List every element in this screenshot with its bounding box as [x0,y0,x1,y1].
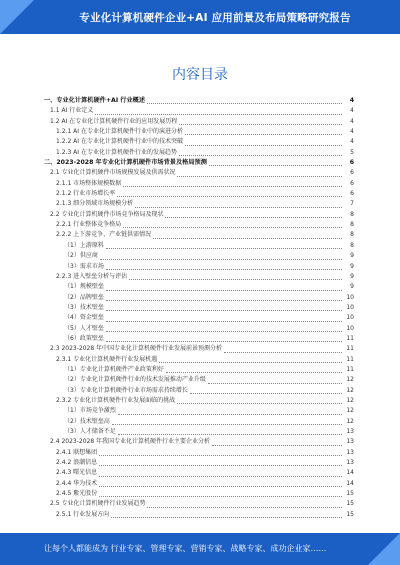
toc-entry-title: 2.1 专业化计算机硬件市场规模发展及供需状况 [50,168,177,178]
toc-leader-dots [129,279,342,280]
toc-entry[interactable] [44,489,354,499]
toc-entry[interactable] [44,468,354,478]
toc-entry-title: 1.2.2 AI 在专业化计算机硬件行业中的技术突破 [56,137,185,147]
toc-entry-title: 2.2 专业化计算机硬件市场竞争格局及现状 [50,210,165,220]
toc-entry[interactable] [44,117,354,127]
toc-leader-dots [123,227,342,228]
toc-entry-page: 7 [342,199,354,209]
toc-entry[interactable] [44,427,354,437]
toc-entry-title: 二、2023-2028 年专业化计算机硬件市场背景及格局预测 [44,158,209,168]
toc-entry-page: 9 [342,262,354,272]
toc-entry-page: 13 [342,458,354,468]
toc-entry[interactable] [44,106,354,116]
footer-corner-accent [368,533,400,565]
toc-entry-title: 一、专业化计算机硬件+AI 行业概述 [44,96,147,106]
toc-entry[interactable] [44,365,354,375]
toc-entry-title: 1.2 AI 在专业化计算机硬件行业的应用发展历程 [50,117,179,127]
toc-entry-title: 2.4.2 浪潮信息 [56,458,99,468]
toc-leader-dots [111,517,342,518]
toc-entry[interactable] [44,272,354,282]
toc-entry-page: 9 [342,251,354,261]
toc-entry-page: 6 [342,168,354,178]
toc-leader-dots [224,352,342,353]
toc-entry[interactable] [44,168,354,178]
toc-entry-title: 2.1.2 行业市场增长率 [56,189,117,199]
toc-entry-title: 2.4.1 联想集团 [56,448,99,458]
toc-leader-dots [106,321,342,322]
toc-leader-dots [100,259,342,260]
toc-entry-page: 14 [342,479,354,489]
toc-entry[interactable] [44,396,354,406]
toc-entry[interactable] [44,230,354,240]
toc-leader-dots [123,186,342,187]
toc-leader-dots [118,414,342,415]
toc-leader-dots [147,507,342,508]
toc-leader-dots [106,269,342,270]
toc-heading: 内容目录 [172,67,228,83]
toc-entry-title: （3）需求市场 [64,262,106,272]
toc-entry-page: 12 [342,417,354,427]
toc-entry-page: 10 [342,324,354,334]
toc-leader-dots [99,486,342,487]
toc-entry-page: 4 [342,127,354,137]
toc-entry-title: （2）技术壁垒高 [64,417,112,427]
toc-entry-title: 2.5 专业化计算机硬件行业发展趋势 [50,499,147,509]
toc-leader-dots [135,207,342,208]
toc-entry-page: 12 [342,386,354,396]
toc-entry-page: 10 [342,303,354,313]
toc-leader-dots [165,217,342,218]
toc-leader-dots [177,176,342,177]
toc-entry-title: 2.4.4 华为技术 [56,479,99,489]
toc-entry-title: 2.1.1 市场整体规模数据 [56,179,123,189]
toc-entry[interactable] [44,355,354,365]
toc-entry-page: 4 [342,117,354,127]
header-corner-accent [0,0,34,34]
toc-entry-title: （3）技术壁垒 [64,303,106,313]
toc-entry-page: 6 [342,179,354,189]
toc-entry-page: 11 [342,365,354,375]
toc-leader-dots [118,434,342,435]
toc-leader-dots [117,196,342,197]
toc-entry[interactable] [44,251,354,261]
toc-leader-dots [190,393,342,394]
toc-entry-page: 13 [342,448,354,458]
toc-entry[interactable] [44,137,354,147]
toc-entry-page: 15 [342,499,354,509]
report-title: 专业化计算机硬件企业+AI 应用前景及布局策略研究报告 [79,12,351,24]
footer-slogan: 让每个人都能成为 行业专家、管理专家、营销专家、战略专家、成功企业家…… [44,544,327,553]
toc-entry-title: 2.4.5 紫光股份 [56,489,99,499]
toc-entry-page: 12 [342,396,354,406]
toc-leader-dots [106,248,342,249]
toc-entry-title: （1）规模壁垒 [64,282,106,292]
toc-leader-dots [185,134,342,135]
toc-entry[interactable] [44,458,354,468]
toc-leader-dots [212,445,342,446]
toc-entry[interactable] [44,127,354,137]
toc-entry[interactable] [44,158,354,168]
toc-entry-title: 2.3.1 专业化计算机硬件行业发展机遇 [56,355,159,365]
toc-entry[interactable] [44,210,354,220]
toc-entry-title: （2）供应商 [64,251,100,261]
toc-entry-page: 15 [342,510,354,520]
toc-entry-page: 11 [342,344,354,354]
toc-entry-title: 2.5.1 行业发展方向 [56,510,111,520]
toc-leader-dots [95,114,342,115]
toc-leader-dots [166,372,342,373]
toc-entry[interactable] [44,293,354,303]
toc-leader-dots [112,424,342,425]
toc-leader-dots [99,476,342,477]
toc-leader-dots [179,124,342,125]
toc-entry[interactable] [44,499,354,509]
toc-entry-title: 2.4.3 曙光信息 [56,468,99,478]
toc-entry[interactable] [44,375,354,385]
toc-entry-page: 10 [342,293,354,303]
toc-entry[interactable] [44,282,354,292]
toc-entry[interactable] [44,303,354,313]
toc-entry[interactable] [44,262,354,272]
toc-leader-dots [106,341,342,342]
toc-entry-title: （5）人才壁垒 [64,324,106,334]
toc-leader-dots [147,103,342,104]
toc-entry-page: 13 [342,427,354,437]
toc-entry[interactable] [44,510,354,520]
toc-entry-title: 1.2.1 AI 在专业化计算机硬件行业中的演进分析 [56,127,185,137]
toc-entry-title: （1）专业化计算机硬件产业政策利好 [64,365,166,375]
toc-entry[interactable] [44,324,354,334]
toc-entry-page: 8 [342,220,354,230]
table-of-contents [44,96,354,520]
toc-entry-page: 4 [342,96,354,106]
toc-entry[interactable] [44,344,354,354]
toc-entry-title: 2.4 2023-2028 年我国专业化计算机硬件行业主要企业分析 [50,437,212,447]
toc-entry[interactable] [44,437,354,447]
toc-entry-title: （6）政策壁垒 [64,334,106,344]
toc-entry-page: 8 [342,230,354,240]
toc-leader-dots [179,155,342,156]
toc-entry[interactable] [44,241,354,251]
report-header-bar [0,0,400,34]
toc-entry[interactable] [44,334,354,344]
toc-entry-title: 2.2.1 行业整体竞争格局 [56,220,123,230]
toc-entry[interactable] [44,179,354,189]
toc-entry-page: 8 [342,210,354,220]
toc-leader-dots [106,331,342,332]
toc-entry-title: 1.1 AI 行业定义 [50,106,95,116]
toc-leader-dots [106,310,342,311]
toc-leader-dots [99,465,342,466]
toc-entry-title: （1）市场竞争激烈 [64,406,118,416]
toc-entry-title: 2.3.2 专业化计算机硬件行业发展面临的挑战 [56,396,177,406]
toc-entry-title: （4）资金壁垒 [64,313,106,323]
toc-entry-title: （3）专业化计算机硬件行业市场需求持续增长 [64,386,190,396]
toc-entry-page: 10 [342,313,354,323]
toc-entry[interactable] [44,448,354,458]
toc-entry-page: 13 [342,437,354,447]
toc-leader-dots [99,455,342,456]
toc-entry-page: 4 [342,106,354,116]
toc-leader-dots [159,362,342,363]
toc-entry-title: 2.1.3 细分领域市场规模分析 [56,199,135,209]
toc-entry-page: 15 [342,489,354,499]
toc-leader-dots [106,300,342,301]
toc-leader-dots [185,145,342,146]
toc-entry-page: 9 [342,282,354,292]
toc-entry-page: 6 [342,158,354,168]
toc-entry[interactable] [44,386,354,396]
toc-entry[interactable] [44,199,354,209]
toc-entry[interactable] [44,148,354,158]
toc-entry-page: 11 [342,334,354,344]
toc-entry-page: 11 [342,355,354,365]
toc-entry-title: （2）品牌壁垒 [64,293,106,303]
toc-leader-dots [177,403,342,404]
toc-entry-title: 1.2.3 AI 在专业化计算机硬件行业的发展趋势 [56,148,179,158]
toc-entry-page: 9 [342,272,354,282]
toc-entry-page: 5 [342,148,354,158]
toc-entry-page: 4 [342,137,354,147]
toc-entry-title: （1）上游原料 [64,241,106,251]
toc-entry-title: 2.2.3 进入壁垒分析与评估 [56,272,129,282]
toc-leader-dots [209,165,342,166]
toc-entry[interactable] [44,189,354,199]
toc-entry-title: 2.2.2 上下游竞争、产业链供需情况 [56,230,153,240]
toc-leader-dots [106,290,342,291]
toc-entry[interactable] [44,479,354,489]
toc-entry-page: 12 [342,375,354,385]
toc-entry-title: （2）专业化计算机硬件行业的技术发展推动产业升级 [64,375,208,385]
footer-bar [0,533,400,565]
toc-entry[interactable] [44,220,354,230]
toc-entry-page: 8 [342,241,354,251]
toc-entry-title: 2.3 2023-2028 年中国专业化计算机硬件行业发展前景预测分析 [50,344,224,354]
toc-entry[interactable] [44,417,354,427]
toc-entry[interactable] [44,406,354,416]
toc-entry[interactable] [44,96,354,106]
toc-entry-page: 6 [342,189,354,199]
toc-leader-dots [208,383,342,384]
toc-entry-page: 14 [342,468,354,478]
toc-leader-dots [99,496,342,497]
toc-entry-page: 12 [342,406,354,416]
toc-leader-dots [153,238,342,239]
toc-entry[interactable] [44,313,354,323]
toc-entry-title: （3）人才储备不足 [64,427,118,437]
